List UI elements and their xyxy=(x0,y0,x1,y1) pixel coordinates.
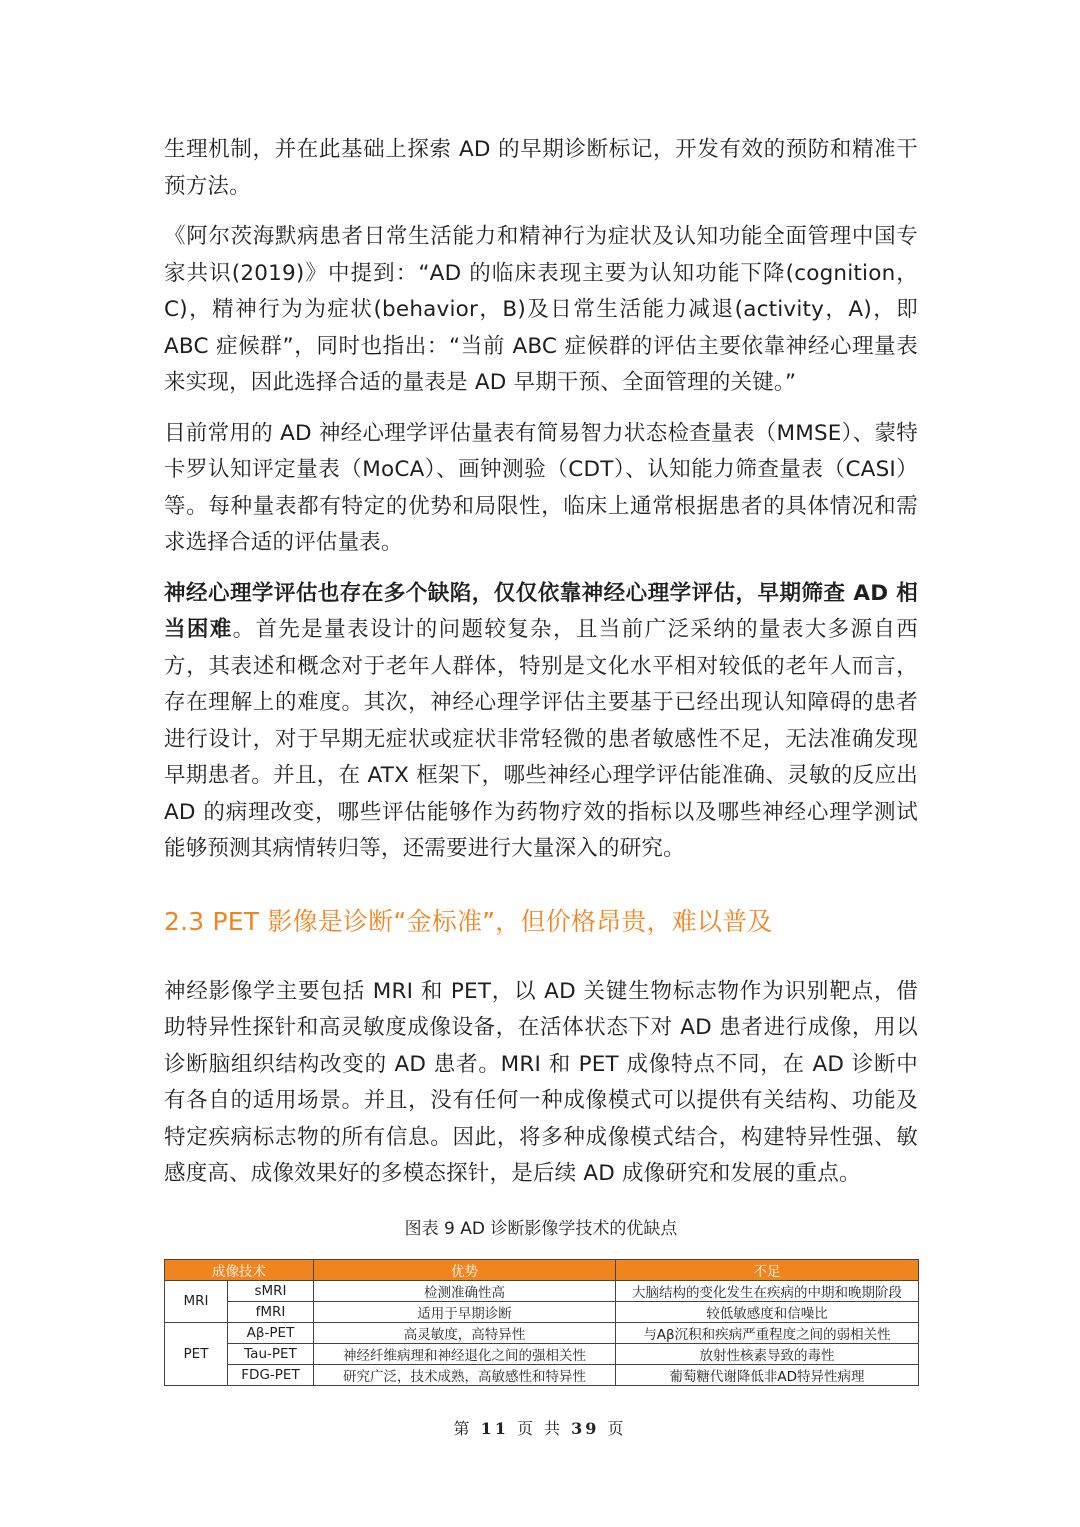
header-tech: 成像技术 xyxy=(165,1259,314,1280)
paragraph-4-bold-lead: 神经心理学评估也存在多个缺陷，仅仅依靠神经心理学评估，早期筛查 AD 相当困难 xyxy=(164,580,918,642)
pro-cell: 神经纤维病理和神经退化之间的强相关性 xyxy=(314,1343,616,1364)
group-name-mri: MRI xyxy=(165,1280,228,1322)
paragraph-2: 《阿尔茨海默病患者日常生活能力和精神行为症状及认知功能全面管理中国专家共识(2019)》中提到：“AD 的临床表现主要为认知功能下降(cognition，C)，精神行为为症状(behavior，B)及日常生活能力减退(activity，A)，即 ABC 症候群”，同时也指出：“当前 ABC 症候群的评估主要依靠神经心理量表来实现，因此选择合适的量表是 AD 早期干预、全面管理的关键。” xyxy=(164,224,918,395)
tech-name: fMRI xyxy=(228,1301,314,1322)
footer-current-page: 11 xyxy=(480,1419,509,1438)
table-caption: 图表 9 AD 诊断影像学技术的优缺点 xyxy=(404,1218,678,1239)
tech-name: Tau-PET xyxy=(228,1343,314,1364)
footer-prefix: 第 xyxy=(453,1419,473,1438)
paragraph-4 xyxy=(164,576,918,868)
pro-cell: 研究广泛，技术成熟，高敏感性和特异性 xyxy=(314,1364,616,1385)
footer-total-pages: 39 xyxy=(571,1419,600,1438)
imaging-tech-table xyxy=(164,1259,919,1386)
paragraph-3: 目前常用的 AD 神经心理学评估量表有简易智力状态检查量表（MMSE）、蒙特卡罗认知评定量表（MoCA）、画钟测验（CDT）、认知能力筛查量表（CASI）等。每种量表都有特定的优势和局限性，临床上通常根据患者的具体情况和需求选择合适的评估量表。 xyxy=(164,420,918,555)
con-cell: 葡萄糖代谢降低非AD特异性病理 xyxy=(616,1364,919,1385)
con-cell: 与Aβ沉积和疾病严重程度之间的弱相关性 xyxy=(616,1322,919,1343)
pro-cell: 检测准确性高 xyxy=(314,1280,616,1301)
pro-cell: 高灵敏度，高特异性 xyxy=(314,1322,616,1343)
con-cell: 放射性核素导致的毒性 xyxy=(616,1343,919,1364)
group-name-pet: PET xyxy=(165,1322,228,1385)
table-row xyxy=(165,1364,919,1385)
con-cell: 大脑结构的变化发生在疾病的中期和晚期阶段 xyxy=(616,1280,919,1301)
table-row xyxy=(165,1343,919,1364)
table-header-row xyxy=(165,1259,919,1280)
page-footer xyxy=(0,1416,1080,1439)
header-cons: 不足 xyxy=(616,1259,919,1280)
tech-name: FDG-PET xyxy=(228,1364,314,1385)
footer-middle: 页 共 xyxy=(516,1419,564,1438)
paragraph-5: 神经影像学主要包括 MRI 和 PET，以 AD 关键生物标志物作为识别靶点，借助特异性探针和高灵敏度成像设备，在活体状态下对 AD 患者进行成像，用以诊断脑组织结构改变的 AD 患者。MRI 和 PET 成像特点不同，在 AD 诊断中有各自的适用场景。并且，没有任何一种成像模式可以提供有关结构、功能及特定疾病标志物的所有信息。因此，将多种成像模式结合，构建特异性强、敏感度高、成像效果好的多模态探针，是后续 AD 成像研究和发展的重点。 xyxy=(164,978,918,1186)
pro-cell: 适用于早期诊断 xyxy=(314,1301,616,1322)
tech-name: sMRI xyxy=(228,1280,314,1301)
table-row xyxy=(165,1322,919,1343)
section-heading: 2.3 PET 影像是诊断“金标准”，但价格昂贵，难以普及 xyxy=(164,906,773,936)
page-content xyxy=(164,132,918,1386)
paragraph-4-body: 。首先是量表设计的问题较复杂，且当前广泛采纳的量表大多源自西方，其表述和概念对于老年人群体，特别是文化水平相对较低的老年人而言，存在理解上的难度。其次，神经心理学评估主要基于已经出现认知障碍的患者进行设计，对于早期无症状或症状非常轻微的患者敏感性不足，无法准确发现早期患者。并且，在 ATX 框架下，哪些神经心理学评估能准确、灵敏的反应出 AD 的病理改变，哪些评估能够作为药物疗效的指标以及哪些神经心理学测试能够预测其病情转归等，还需要进行大量深入的研究。 xyxy=(164,617,918,861)
paragraph-1: 生理机制，并在此基础上探索 AD 的早期诊断标记，开发有效的预防和精准干预方法。 xyxy=(164,137,918,199)
header-pros: 优势 xyxy=(314,1259,616,1280)
tech-name: Aβ-PET xyxy=(228,1322,314,1343)
footer-suffix: 页 xyxy=(607,1419,627,1438)
table-row xyxy=(165,1280,919,1301)
con-cell: 较低敏感度和信噪比 xyxy=(616,1301,919,1322)
table-row xyxy=(165,1301,919,1322)
